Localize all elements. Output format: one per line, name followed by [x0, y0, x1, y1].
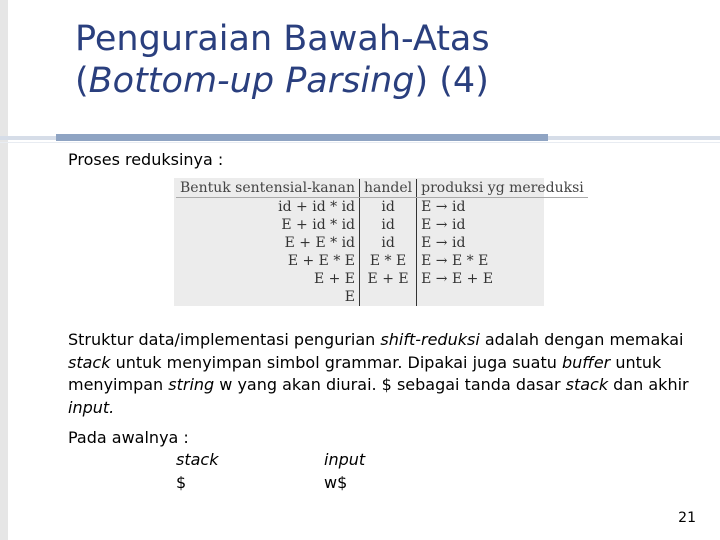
table-row: [176, 216, 588, 234]
title-paren-open: (: [75, 61, 89, 101]
para-italic: shift-reduksi: [380, 330, 480, 349]
stack-column: [176, 449, 218, 494]
title-rule-light-2: [0, 142, 720, 143]
title-line-2: [75, 60, 695, 102]
input-value: w$: [324, 472, 348, 492]
cell-handle: id: [360, 216, 417, 234]
cell-production: E → id: [421, 217, 466, 233]
cell-production: E → id: [421, 199, 466, 215]
table-header-row: [176, 179, 588, 198]
page-number: 21: [678, 510, 696, 526]
table-row: [176, 288, 588, 306]
title-paren-close: ) (4): [414, 61, 489, 101]
input-label: input: [324, 450, 366, 469]
para-text: adalah dengan memakai: [479, 330, 684, 349]
left-edge-bar: [0, 0, 8, 540]
cell-handle: [360, 288, 417, 306]
para-italic: buffer: [561, 352, 611, 372]
cell-sentential: id + id * id: [176, 198, 360, 217]
slide-title: [75, 18, 695, 102]
reduction-table-image: [174, 178, 584, 306]
cell-production: E → id: [421, 235, 466, 251]
cell-sentential: E: [176, 288, 360, 306]
cell-production: E → E + E: [421, 271, 494, 287]
header-production: produksi yg mereduksi: [417, 179, 588, 198]
cell-sentential: E + E * id: [176, 234, 360, 252]
table-row: [176, 234, 588, 252]
stack-value: $: [176, 472, 187, 492]
para-italic: stack: [565, 375, 609, 394]
table-row: [176, 198, 588, 217]
header-handle: handel: [360, 179, 417, 198]
para-italic: input.: [68, 397, 115, 417]
cell-sentential: E + E: [176, 270, 360, 288]
para-text: untuk menyimpan: [68, 352, 662, 394]
table-row: [176, 252, 588, 270]
cell-production: E → E * E: [421, 253, 489, 269]
header-sentential: Bentuk sentensial-kanan: [176, 179, 360, 198]
para-italic: stack: [68, 352, 111, 372]
title-italic: Bottom-up Parsing: [88, 61, 415, 101]
para-italic: string: [168, 375, 215, 394]
cell-sentential: E + E * E: [176, 252, 360, 270]
cell-production: [417, 288, 588, 306]
cell-handle: id: [360, 234, 417, 252]
para-text: untuk menyimpan simbol grammar. Dipakai juga suatu: [110, 352, 562, 372]
stack-label: stack: [176, 450, 219, 469]
para-text: w yang akan diurai. $ sebagai tanda dasar: [214, 375, 566, 394]
title-rule: [56, 134, 548, 141]
para-text: Struktur data/implementasi pengurian: [68, 330, 381, 349]
input-column: [324, 449, 365, 494]
cell-sentential: E + id * id: [176, 216, 360, 234]
cell-handle: E * E: [360, 252, 417, 270]
initial-label: Pada awalnya :: [68, 428, 189, 447]
description-paragraph: [68, 329, 708, 419]
title-line-1: Penguraian Bawah-Atas: [75, 19, 490, 59]
reduction-table: [176, 179, 588, 306]
lead-text: Proses reduksinya :: [68, 150, 224, 169]
cell-handle: id: [360, 198, 417, 217]
para-text: dan akhir: [608, 375, 689, 394]
cell-handle: E + E: [360, 270, 417, 288]
table-row: [176, 270, 588, 288]
